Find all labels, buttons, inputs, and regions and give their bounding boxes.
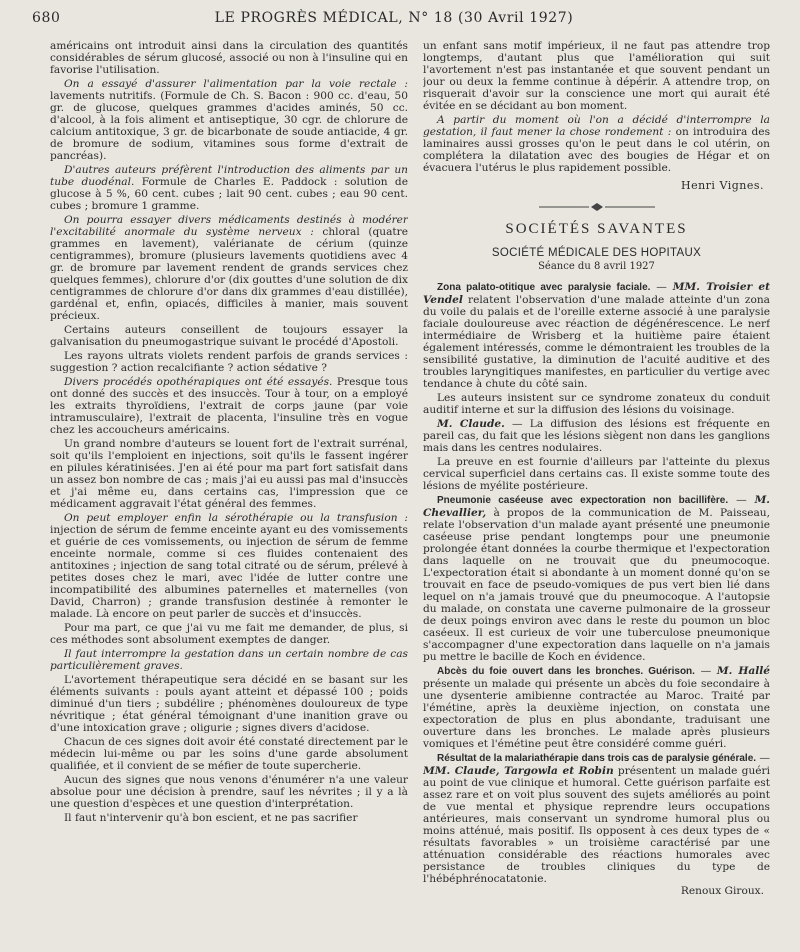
abstract-title: Abcès du foie ouvert dans les bronches. Guérison. <box>437 666 695 677</box>
paragraph-text: un enfant sans motif impérieux, il ne faut pas attendre trop longtemps, d'autant plus que l'amélioration qui suit l'avortement n'est pas instantanée et que souvent pendant un jour ou deux la femme continue à dépérir. A attendre trop, on risquerait d'avoir sur la conscience une mort qui aurait été évitée en se décidant au bon moment. <box>423 40 770 112</box>
abstract-authors: MM. Troisier et Vendel <box>423 281 770 306</box>
italic-lead: On peut employer enfin la sérothérapie ou la transfusion : <box>64 512 408 524</box>
paragraph <box>50 622 408 646</box>
abstract-authors: MM. Claude, Targowla et Robin <box>423 765 614 777</box>
paragraph <box>50 736 408 772</box>
paragraph-text: Certains auteurs conseillent de toujours essayer la galvanisation du pneumogastrique suivant le procédé d'Apostoli. <box>50 324 408 348</box>
journal-title: LE PROGRÈS MÉDICAL, N° 18 (30 Avril 1927) <box>214 10 574 26</box>
paragraph-text: Les rayons ultrats violets rendent parfois de grands services : suggestion ? action recalcifiante ? action sédative ? <box>50 350 408 374</box>
paragraph-text: à propos de la communication de M. Paisseau, relate l'observation d'un malade ayant présenté une pneumonie caséeuse prise pendant longtemps pour une pneumonie prolongée étant données la courbe thermique et l'expectoration dans laquelle on ne trouvait que du pneumocoque. L'expectoration était si abondante à un moment donné qu'on se trouvait en face de pseudo-vomiques de pus vert bien lié dans lequel on n'a jamais trouvé que du pneumocoque. A l'autopsie du malade, on constata une caverne pulmonaire de la grosseur de deux poings environ avec dans le reste du poumon un bloc caséeux. Il est curieux de voir une tuberculose pneumonique s'accompagner d'une expectoration dans laquelle on n'a jamais pu mettre le bacille de Koch en évidence. <box>423 507 770 663</box>
abstract-authors: M. Hallé <box>716 665 770 677</box>
paragraph <box>50 774 408 810</box>
paragraph-text: Un grand nombre d'auteurs se louent fort de l'extrait surrénal, soit qu'ils l'emploient en injections, soit qu'ils le fassent ingérer en pilules kératinisées. J'en ai été pour ma part fort satisfait dans un assez bon nombre de cas ; mais j'ai eu aussi pas mal d'insuccès et j'ai même eu, dans certains cas, l'impression que ce médicament aggravait l'état général des femmes. <box>50 438 408 510</box>
paragraph <box>423 40 770 112</box>
paragraph <box>423 114 770 174</box>
paragraph <box>50 438 408 510</box>
abstract-title: Pneumonie caséeuse avec expectoration non bacillifère. <box>437 495 729 506</box>
paragraph-text: présentent un malade guéri au point de vue clinique et humoral. Cette guérison parfaite est assez rare et on voit plus souvent des sujets améliorés au point de vue mental et physique reprendre leurs occupations antérieures, mais conservant un syndrome humoral plus ou moins atténué, mais positif. Ils opposent à ces deux types de « résultats favorables » un troisième caractérisé par une atténuation considérable des réactions humorales avec persistance de troubles cliniques du type de l'hébéphrénocatatonie. <box>423 765 770 885</box>
italic-lead: Divers procédés opothérapiques ont été essayés. <box>64 376 333 388</box>
paragraph-text: Il faut n'intervenir qu'à bon escient, et ne pas sacrifier <box>64 812 358 824</box>
paragraph <box>50 674 408 734</box>
paragraph <box>423 456 770 492</box>
paragraph-text: — La diffusion des lésions est fréquente en pareil cas, du fait que les lésions siègent non dans les ganglions mais dans les centres nodulaires. <box>423 418 770 454</box>
paragraph-text: Formule de Charles E. Paddock : solution de glucose à 5 %, 60 cent. cubes ; lait 90 cent. cubes ; eau 90 cent. cubes ; bromure 1 gramme. <box>50 176 408 212</box>
discussant-name: M. Claude. <box>437 418 505 430</box>
paragraph <box>50 512 408 620</box>
paragraph <box>50 214 408 322</box>
paragraph <box>50 324 408 348</box>
paragraph-text: présente un malade qui présente un abcès du foie secondaire à une dysenterie amibienne contractée au Maroc. Traité par l'émétine, après la deuxième injection, on constata une expectoration de plus en plus abondante, traduisant une ouverture dans les bronches. Le malade après plusieurs vomiques et l'émétine peut être considéré comme guéri. <box>423 678 770 750</box>
paragraph <box>50 350 408 374</box>
paragraph <box>50 78 408 162</box>
abstract-title: Zona palato-otitique avec paralysie faciale. <box>437 282 651 293</box>
paragraph-text: Pour ma part, ce que j'ai vu me fait me demander, de plus, si ces méthodes sont absolument exemptes de danger. <box>50 622 408 646</box>
seance-date: Séance du 8 avril 1927 <box>538 261 655 272</box>
paragraph <box>50 40 408 76</box>
paragraph <box>50 164 408 212</box>
paragraph-text: américains ont introduit ainsi dans la circulation des quantités considérables de sérum glucosé, associé ou non à l'insuline qui en favorise l'utilisation. <box>50 40 408 76</box>
italic-lead: Il faut interrompre la gestation dans un certain nombre de cas particulièrement graves. <box>50 648 408 672</box>
author-signature: Henri Vignes. <box>680 179 764 192</box>
abstract: Zona palato-otitique avec paralysie faciale. — MM. Troisier et Vendel relatent l'observation d'une malade atteinte d'un zona du voile du palais et de l'oreille externe associé à une paralysie faciale douloureuse avec réaction de dégénérescence. Le nerf intermédiaire de Wrisberg et la huitième paire étaient également intéressés, comme le démontraient les troubles de la sensibilité gustative, la diminution de l'acuité auditive et des troubles laryngitiques manifestes, en particulier du vertige avec tendance à chute du côté sain. <box>423 281 770 390</box>
ornament-divider-icon <box>537 202 657 212</box>
abstract-signature: Renoux Giroux. <box>680 885 764 897</box>
section-divider <box>423 202 770 215</box>
paragraph-text: Chacun de ces signes doit avoir été constaté directement par le médecin lui-même ou par les soins d'une garde absolument qualifiée, et il convient de se méfier de toute supercherie. <box>50 736 408 772</box>
paragraph-text: relatent l'observation d'une malade atteinte d'un zona du voile du palais et de l'oreille externe associé à une paralysie faciale douloureuse avec réaction de dégénérescence. Le nerf intermédiaire de Wrisberg et la huitième paire étaient également intéressés, comme le démontraient les troubles de la sensibilité gustative, la diminution de l'acuité auditive et des troubles laryngitiques manifestes, en particulier du vertige avec tendance à chute du côté sain. <box>423 294 770 390</box>
abstract: Résultat de la malariathérapie dans trois cas de paralysie générale. — MM. Claude, Targowla et Robin présentent un malade guéri au point de vue clinique et humoral. Cette guérison parfaite est assez rare et on voit plus souvent des sujets améliorés au point de vue mental et physique reprendre leurs occupations antérieures, mais conservant un syndrome humoral plus ou moins atténué, mais positif. Ils opposent à ces deux types de « résultats favorables » un troisième caractérisé par une atténuation considérable des réactions humorales avec persistance de troubles cliniques du type de l'hébéphrénocatatonie. Renoux Giroux. <box>423 752 770 897</box>
italic-lead: D'autres auteurs préfèrent l'introduction des aliments par un tube duodénal. <box>50 164 408 188</box>
paragraph <box>50 376 408 436</box>
left-column <box>50 40 408 944</box>
italic-lead: On a essayé d'assurer l'alimentation par la voie rectale : <box>64 78 408 90</box>
right-column <box>423 40 770 944</box>
page-header <box>32 10 756 30</box>
paragraph-text: lavements nutritifs. (Formule de Ch. S. Bacon : 900 cc. d'eau, 50 gr. de glucose, quelques grammes d'acides aminés, 50 cc. d'alcool, à la fois aliment et antiseptique, 30 cgr. de chlorure de calcium antitoxique, 3 gr. de bicarbonate de soude antiacide, 4 gr. de bromure de sodium, vitamines sous forme d'extrait de pancréas). <box>50 90 408 162</box>
paragraph <box>50 812 408 824</box>
paragraph-text: L'avortement thérapeutique sera décidé en se basant sur les éléments suivants : pouls ayant atteint et dépassé 100 ; poids diminué d'un tiers ; subdélire ; phénomènes douloureux de type névritique ; état général témoignant d'une inanition grave ou d'une intoxication grave ; oligurie ; signes divers d'acidose. <box>50 674 408 734</box>
paragraph-text: on introduira des laminaires aussi grosses qu'on le peut dans le col utérin, on complétera la dilatation avec des bougies de Hégar et on évacuera l'utérus le plus rapidement possible. <box>423 126 770 174</box>
society-heading: SOCIÉTÉ MÉDICALE DES HOPITAUX <box>491 247 702 259</box>
abstract: Pneumonie caséeuse avec expectoration non bacillifère. — M. Chevallier, à propos de la communication de M. Paisseau, relate l'observation d'un malade ayant présenté une pneumonie caséeuse prise pendant longtemps pour une pneumonie prolongée étant données la courbe thermique et l'expectoration dans laquelle on ne trouvait que du pneumocoque. L'expectoration était si abondante à un moment donné qu'on se trouvait en face de pseudo-vomiques de pus vert bien lié dans lequel on n'a jamais trouvé que du pneumocoque. A l'autopsie du malade, on constata une caverne pulmonaire de la grosseur de deux poings environ avec dans le reste du poumon un bloc caséeux. Il est curieux de voir une tuberculose pneumonique s'accompagner d'une expectoration dans laquelle on n'a jamais pu mettre le bacille de Koch en évidence. <box>423 494 770 663</box>
paragraph-text: injection de sérum de femme enceinte ayant eu des vomissements et guérie de ces vomissements, ou injection de sérum de femme enceinte normale, comme si ces fluides contenaient des antitoxines ; injection de sang total citraté ou de sérum, prélevé à petites doses chez le mari, avec l'idée de lutter contre une incompatibilité des albumines paternelles et maternelles (von David, Charron) ; grande transfusion destinée à remonter le malade. Là encore on peut parler de succès et d'insuccès. <box>50 524 408 620</box>
italic-lead: On pourra essayer divers médicaments destinés à modérer l'excitabilité anormale du système nerveux : <box>50 214 408 238</box>
abstract-authors: M. Chevallier, <box>423 494 770 519</box>
abstract: Abcès du foie ouvert dans les bronches. Guérison. — M. Hallé présente un malade qui présente un abcès du foie secondaire à une dysenterie amibienne contractée au Maroc. Traité par l'émétine, après la deuxième injection, on constata une expectoration de plus en plus abondante, traduisant une ouverture dans les bronches. Le malade après plusieurs vomiques et l'émétine peut être considéré comme guéri. <box>423 665 770 750</box>
section-heading: SOCIÉTÉS SAVANTES <box>505 221 688 237</box>
paragraph <box>423 392 770 416</box>
paragraph-text: La preuve en est fournie d'ailleurs par l'atteinte du plexus cervical superficiel dans certains cas. Il existe somme toute des lésions de myélite postérieure. <box>423 456 770 492</box>
paragraph-text: Aucun des signes que nous venons d'énumérer n'a une valeur absolue pour une décision à prendre, sauf les névrites ; il y a là une question d'espèces et une question d'interprétation. <box>50 774 408 810</box>
abstract-title: Résultat de la malariathérapie dans trois cas de paralysie générale. <box>437 753 757 764</box>
paragraph-text: chloral (quatre grammes en lavement), valérianate de cérium (quinze centigrammes), bromure (plusieurs lavements quotidiens avec 4 gr. de bromure par lavement rendent de grands services chez quelques femmes), chlorure d'or (dix gouttes d'une solution de dix centigrammes de chlorure d'or dans dix grammes d'eau distillée), gardénal et, enfin, opiacés, difficiles à manier, mais souvent précieux. <box>50 226 408 322</box>
paragraph-text: Les auteurs insistent sur ce syndrome zonateux du conduit auditif interne et sur la diffusion des lésions du voisinage. <box>423 392 770 416</box>
page-number: 680 <box>32 10 61 26</box>
paragraph <box>423 418 770 454</box>
paragraph-text: Presque tous ont donné des succès et des insuccès. Tour à tour, on a employé les extraits thyroïdiens, l'extrait de corps jaune (par voie intramusculaire), l'extrait de placenta, l'insuline très en vogue chez les accoucheurs américains. <box>50 376 408 436</box>
paragraph <box>50 648 408 672</box>
italic-lead: A partir du moment où l'on a décidé d'interrompre la gestation, il faut mener la chose rondement : <box>423 114 770 138</box>
